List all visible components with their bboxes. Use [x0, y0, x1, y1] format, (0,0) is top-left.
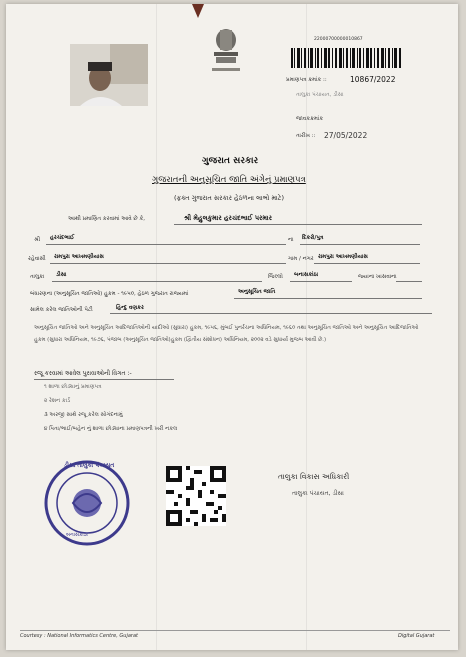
qr-code — [166, 466, 226, 526]
cert-number-label: પ્રમાણપત્ર ક્રમાંક :: — [286, 77, 327, 83]
signature-office: તાલુકા પંચાયત, ડીસા — [292, 490, 344, 497]
certificate-subtitle: (ફક્ત ગુજરાત સરકાર હેઠળના લાભો માટે) — [174, 194, 284, 202]
docs-heading: રજૂ કરવામાં આવેલ પુરાવાઓની વિગત :- — [34, 370, 132, 377]
certificate-title: ગુજરાતની અનુસૂચિત જાતિ અંગેનું પ્રમાણપત્ર — [152, 175, 306, 185]
applicant-photo — [70, 44, 148, 106]
legal-paragraph: અનુસૂચિત જાતિઓ અને અનુસૂચિત આદિજાતિઓની યાદીઓ (સુધારા) હુકમ, ૧૯૫૬, મુંબઈ પુનર્રચના અધિનિયમ, ૧૯૬૦ તથા અનુસૂચિત જાતિઓ અને અનુસૂચિત આદિજાતિઓ હુકમ (સુધારા અધિનિયમ, ૧૯૭૬, પંજાબ (અનુસૂચિત જાતિઓ)હુકમ (દ્વિતીય સંશોધન) અધિનિયમ, ૨૦૦૨ વડે સુધાર્યા મુજબ આવી છે.) — [34, 325, 419, 343]
barcode — [291, 48, 403, 68]
doc-item-2: ૨ રેશન કાર્ડ — [44, 398, 71, 404]
certificate-page — [6, 4, 458, 650]
signature-block — [278, 472, 349, 498]
intro-label: આથી પ્રમાણિત કરવામાં આવે છે કે, — [68, 216, 146, 222]
father-name: હરચંદભાઈ — [50, 235, 75, 241]
relation: દિકરો/પુત્ર — [302, 235, 324, 241]
doc-item-1: ૧ શાળા છોડ્યાનું પ્રમાણપત્ર — [44, 384, 102, 390]
footer-brand: Digital Gujarat — [398, 633, 435, 639]
applicant-name: શ્રી મેહુલકુમાર હરચંદભાઈ પરમાર — [184, 214, 272, 222]
seal-text-top: ડીસા તાલુકા પંચાયત — [64, 462, 115, 469]
cert-number: 10867/2022 — [350, 75, 396, 84]
doc-item-3: ૩ અરજી સાથે રજૂ કરેલ સોગંદનામું — [44, 412, 123, 418]
village-label: ગામ / નગર — [288, 256, 314, 262]
subcaste: હિન્દુ વણકર — [116, 305, 144, 311]
seal-text-side: બનાસકાંઠા — [66, 532, 88, 538]
caste-category: અનુસૂચિત જાતિ — [238, 289, 276, 295]
taluka: ડીસા — [56, 272, 67, 278]
address: રામપુરા આખમણીયાસ — [54, 254, 104, 260]
district-label: જિલ્લો — [268, 274, 283, 280]
signature-title: તાલુકા વિકાસ અધિકારી — [278, 472, 350, 481]
government-title: ગુજરાત સરકાર — [202, 156, 259, 166]
place-label: જાવકક્રમાંક — [296, 116, 324, 122]
state-label: જ્યાના ખાસવાના — [358, 274, 397, 280]
taluka-label: તાલુકા — [30, 274, 45, 280]
tear-mark — [192, 4, 204, 18]
address-label: રહેવાસી — [28, 256, 46, 262]
relation-label: ના — [288, 237, 294, 243]
date-label: તારીખ :: — [296, 133, 316, 139]
doc-item-4: ૪ પિતા/ભાઈ/બહેન નું શાળા છોડ્યાના પ્રમાણપત્રની ખરી નકલ — [44, 426, 178, 432]
subcaste-label: સામેલ કરેલ જાતિઓની પેટી — [30, 307, 93, 313]
issue-date: 27/05/2022 — [324, 131, 368, 140]
village: રામપુરા આખમણીયાસ — [318, 254, 368, 260]
footer-credit: Courtesy : National Informatics Centre, Gujarat — [20, 633, 138, 639]
father-label: શ્રી — [34, 237, 41, 243]
district: બનાસકાંઠા — [294, 272, 319, 278]
barcode-number: 22000700000010867 — [314, 37, 363, 42]
national-emblem-icon — [204, 26, 248, 78]
caste-line-label: બંધારણના (અનુસૂચિત જાતિઓ) હુકમ - ૧૯૫૦, હેઠળ ગુજરાત રાજ્યમાં — [30, 291, 189, 297]
footer-divider — [20, 630, 450, 631]
office-line: તાલુકા પંચાયત, ડીસા — [296, 92, 344, 98]
